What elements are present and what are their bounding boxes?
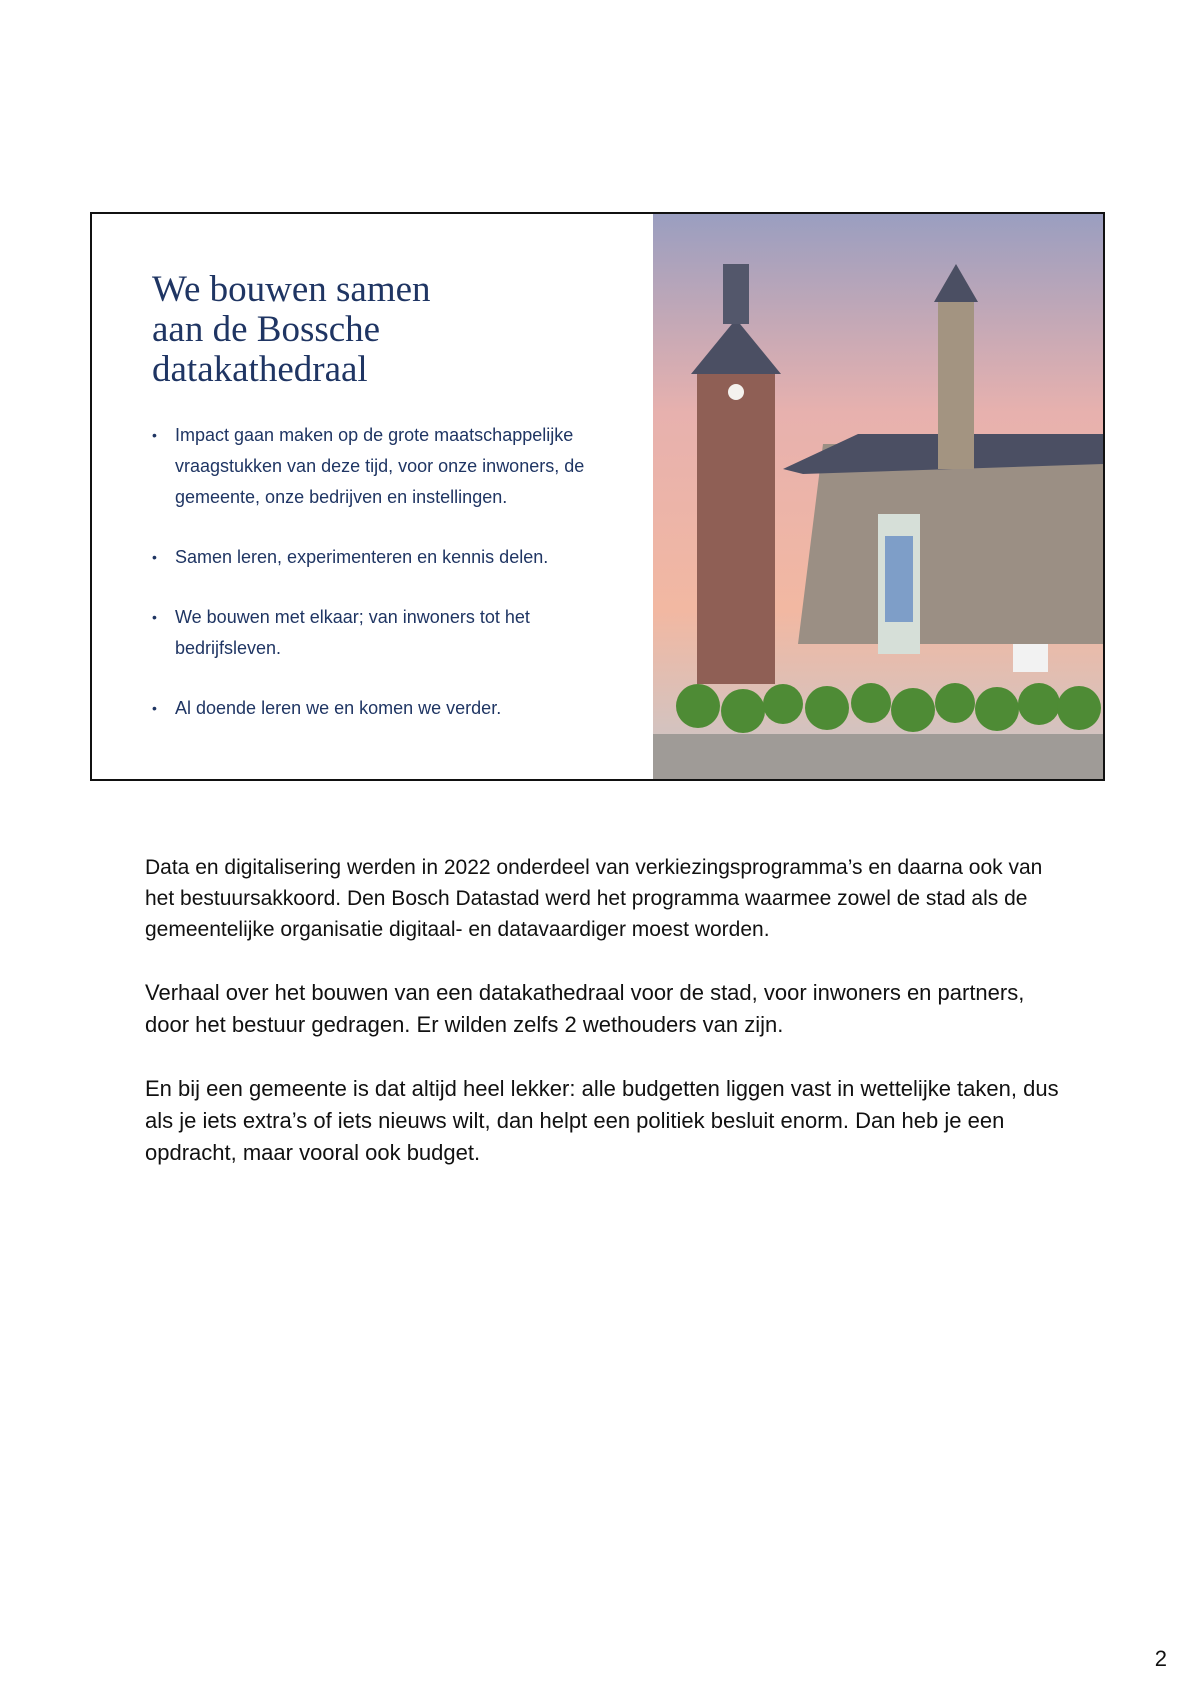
bullet-text: Impact gaan maken op de grote maatschappelijke vraagstukken van deze tijd, voor onze inwoners, de gemeente, onze bedrijven en instellingen. xyxy=(175,425,585,507)
transept-tower xyxy=(938,299,974,469)
slide-bullet-item xyxy=(150,602,620,664)
cathedral-illustration xyxy=(653,214,1103,781)
bullet-text: Samen leren, experimenteren en kennis delen. xyxy=(175,547,549,567)
clock-icon xyxy=(728,384,744,400)
bullet-text: We bouwen met elkaar; van inwoners tot het bedrijfsleven. xyxy=(175,607,530,658)
tower-top xyxy=(723,264,749,324)
bullet-text: Al doende leren we en komen we verder. xyxy=(175,698,502,718)
slide-frame xyxy=(90,212,1105,781)
slide-bullet-item xyxy=(150,693,620,724)
cathedral-nave xyxy=(798,444,1103,644)
slide-title-line-2: aan de Bossche xyxy=(152,309,381,350)
cathedral-photo xyxy=(653,214,1103,781)
tower xyxy=(697,374,775,684)
bullet-icon: • xyxy=(152,609,157,625)
slide-bullet-item xyxy=(150,542,620,573)
bullet-icon: • xyxy=(152,427,157,443)
slide-title xyxy=(152,270,592,390)
slide-title-line-1: We bouwen samen xyxy=(152,269,431,310)
speaker-notes xyxy=(145,852,1065,1201)
note-paragraph: Verhaal over het bouwen van een datakathedraal voor de stad, voor inwoners en partners, door het bestuur gedragen. Er wilden zelfs 2 wethouders van zijn. xyxy=(145,980,1025,1037)
page-number: 2 xyxy=(1154,1646,1167,1671)
slide-bullet-list xyxy=(150,420,620,753)
banner-art xyxy=(885,536,913,622)
square xyxy=(653,734,1103,781)
note-paragraph: Data en digitalisering werden in 2022 onderdeel van verkiezingsprogramma’s en daarna ook van het bestuursakkoord. Den Bosch Datastad werd het programma waarmee zowel de stad als de gemeentelijke organisatie digitaal- en datavaardiger moest worden. xyxy=(145,856,1043,941)
slide-title-line-3: datakathedraal xyxy=(152,349,368,390)
note-paragraph: En bij een gemeente is dat altijd heel lekker: alle budgetten liggen vast in wettelijke taken, dus als je iets extra’s of iets nieuws wilt, dan helpt een politiek besluit enorm. Dan heb je een opdracht, maar vooral ook budget. xyxy=(145,1076,1059,1165)
service-tent xyxy=(1013,644,1048,672)
bullet-icon: • xyxy=(152,549,157,565)
bullet-icon: • xyxy=(152,700,157,716)
slide-bullet-item xyxy=(150,420,620,513)
